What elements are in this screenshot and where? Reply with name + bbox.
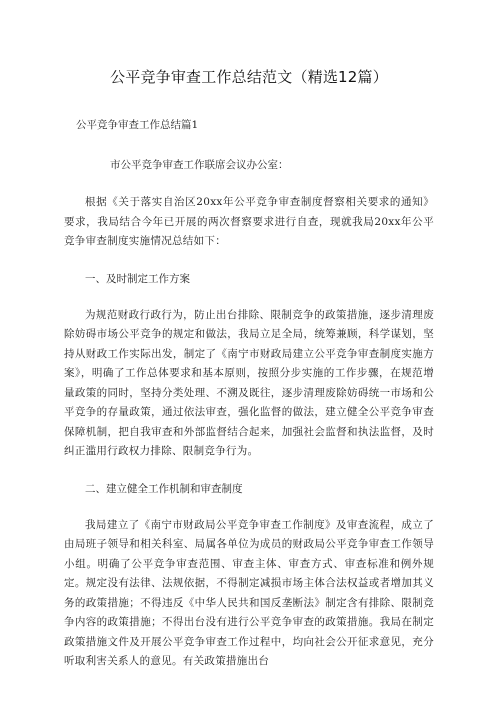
heading-2: 二、建立健全工作机制和审查制度 [85,482,243,495]
intro-paragraph: 根据《关于落实自治区20xx年公平竞争审查制度督察相关要求的通知》要求，我局结合今年已开展的两次督察要求进行自查，现就我局20xx年公平竞争审查制度实施情况总结如下： [64,196,434,247]
section-title: 公平竞争审查工作总结篇1 [76,119,199,131]
paragraph-2: 我局建立了《南宁市财政局公平竞争审查工作制度》及审查流程，成立了由局班子领导和相关科室、局属各单位为成员的财政局公平竞争审查工作领导小组。明确了公平竞争审查范围、审查主体、审查方式、审查标准和例外规定。规定没有法律、法规依据，不得制定减损市场主体合法权益或者增加其义务的政策措施；不得违反《中华人民共和国反垄断法》制定含有排除、限制竞争内容的政策措施；不得出台没有进行公平竞争审查的政策措施。我局在制定政策措施文件及开展公平竞争审查工作过程中，均向社会公开征求意见，充分听取利害关系人的意见。有关政策措施出台 [64,518,434,667]
document-title: 公平竞争审查工作总结范文（精选12篇） [110,68,388,86]
paragraph-1: 为规范财政行政行为，防止出台排除、限制竞争的政策措施，逐步清理废除妨碍市场公平竞争的规定和做法，我局立足全局，统筹兼顾，科学谋划，坚持从财政工作实际出发，制定了《南宁市财政局建立公平竞争审查制度实施方案》，明确了工作总体要求和基本原则，按照分步实施的工作步骤，在规范增量政策的同时，坚持分类处理、不溯及既往，逐步清理废除妨碍统一市场和公平竞争的存量政策，通过依法审查，强化监督的做法，建立健全公平竞争审查保障机制，把自我审查和外部监督结合起来，加强社会监督和执法监督，及时纠正滥用行政权力排除、限制竞争行为。 [64,308,434,457]
heading-1: 一、及时制定工作方案 [85,272,190,285]
salutation: 市公平竞争审查工作联席会议办公室： [110,159,289,171]
